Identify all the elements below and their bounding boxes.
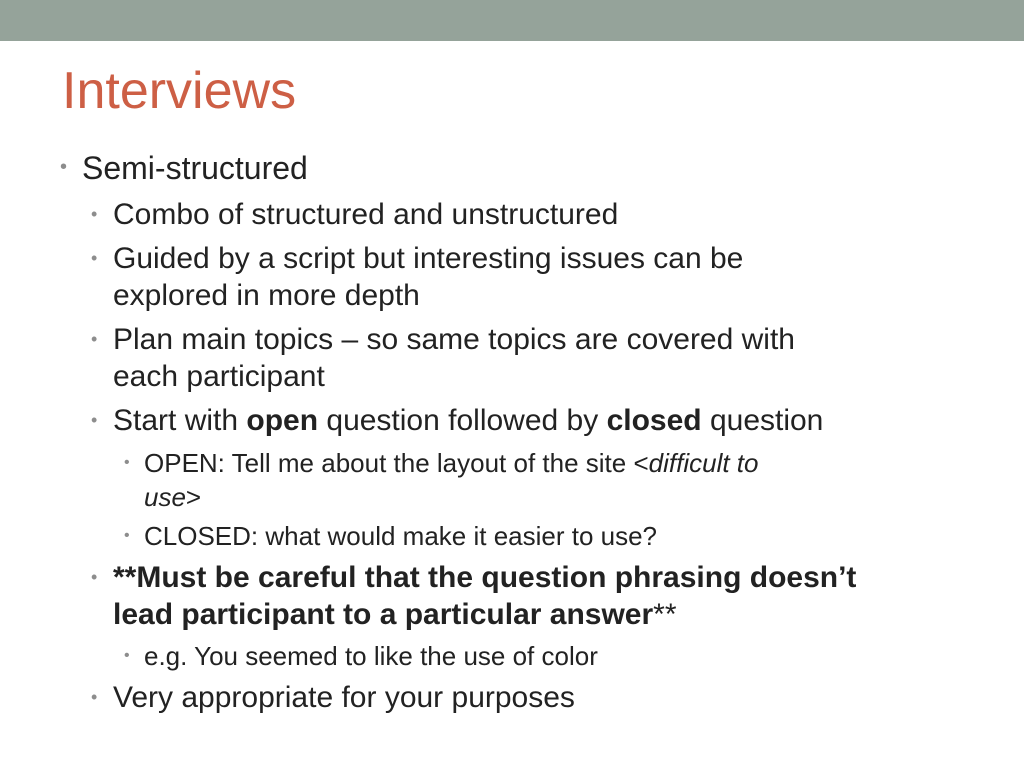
bullet-dot: •: [124, 647, 130, 664]
bullet-text: [113, 402, 823, 439]
text-segment: OPEN: Tell me about the layout of the site: [144, 448, 634, 478]
sub-bullet-open-example: [124, 446, 759, 514]
italic-segment: difficult to: [648, 448, 759, 478]
bullet-start-with: [91, 402, 824, 439]
italic-segment: use: [144, 482, 186, 512]
bullet-text: Semi-structured: [82, 150, 308, 186]
bullet-dot: •: [60, 156, 68, 178]
slide-title: Interviews: [62, 62, 297, 120]
bullet-text: e.g. You seemed to like the use of color: [144, 641, 598, 671]
emphasis-closed: closed: [606, 404, 702, 437]
text-segment: Start with: [113, 404, 247, 437]
bullet-must-be-careful: [91, 559, 857, 633]
bold-segment: lead participant to a particular answer: [113, 598, 654, 631]
bullet-text-line2: [113, 596, 856, 633]
sub-bullet-closed-example: [124, 519, 658, 553]
bullet-dot: •: [91, 567, 98, 587]
bullet-combo: [91, 196, 619, 233]
sub-bullet-eg: [124, 639, 598, 673]
bullet-dot: •: [91, 204, 98, 224]
emphasis-open: open: [246, 404, 319, 437]
bullet-dot: •: [91, 410, 98, 430]
bullet-text-line1: [144, 446, 758, 480]
bullet-plan-topics: [91, 321, 795, 395]
bullet-dot: •: [91, 329, 98, 349]
bullet-dot: •: [124, 527, 130, 544]
bullet-guided: [91, 240, 744, 314]
bullet-very-appropriate: [91, 679, 575, 716]
bullet-text-line2: each participant: [113, 360, 325, 393]
bullet-text: Combo of structured and unstructured: [113, 198, 619, 231]
bullet-semi-structured: [60, 150, 308, 186]
bullet-text-line1: Guided by a script but interesting issues can be: [113, 242, 744, 275]
bullet-dot: •: [91, 248, 98, 268]
bullet-text-line2: explored in more depth: [113, 279, 420, 312]
bold-segment: **Must be careful that the question phrasing doesn’t: [113, 561, 857, 594]
text-segment: **: [653, 598, 677, 631]
text-segment: >: [185, 482, 202, 512]
text-segment: question: [701, 404, 824, 437]
bullet-text-line2: [144, 480, 758, 514]
text-segment: question followed by: [318, 404, 607, 437]
bullet-text: CLOSED: what would make it easier to use?: [144, 521, 658, 551]
bullet-text: Very appropriate for your purposes: [113, 681, 575, 714]
bullet-dot: •: [91, 687, 98, 707]
bullet-text-line1: [113, 559, 856, 596]
bullet-dot: •: [124, 454, 130, 471]
top-accent-bar: [0, 0, 1024, 41]
text-segment: <: [633, 448, 649, 478]
bullet-text-line1: Plan main topics – so same topics are covered with: [113, 323, 795, 356]
